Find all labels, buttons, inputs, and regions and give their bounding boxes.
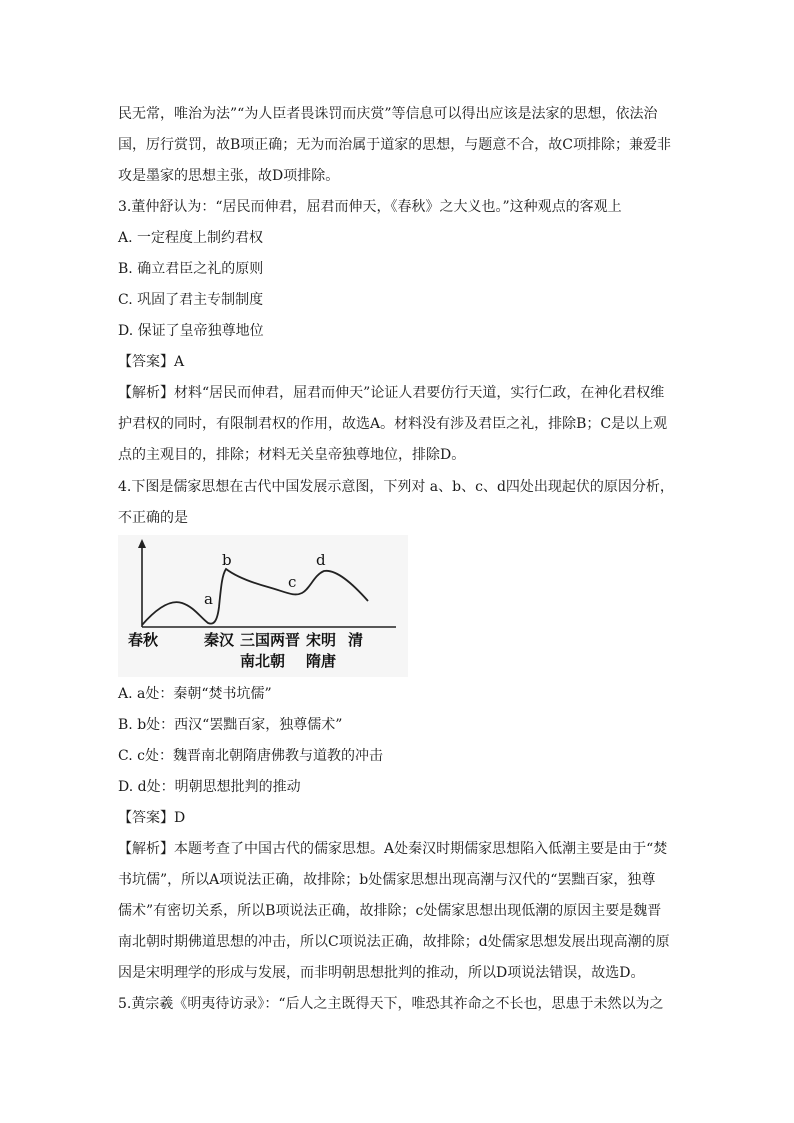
q3-analysis-line: 点的主观目的，排除；材料无关皇帝独尊地位，排除D。 (118, 447, 466, 463)
development-curve (142, 569, 368, 625)
period-label: 三国两晋 (240, 631, 301, 649)
y-axis-arrow (138, 539, 146, 548)
q3-option-b: B. 确立君臣之礼的原则 (118, 261, 264, 277)
question-4-stem: 4.下图是儒家思想在古代中国发展示意图，下列对 a、b、c、d四处出现起伏的原因分析， (118, 479, 674, 495)
q4-analysis-line: 因是宋明理学的形成与发展，而非明朝思想批判的推动，所以D项说法错误，故选D。 (118, 965, 645, 981)
q3-option-c: C. 巩固了君主专制制度 (118, 292, 264, 308)
analysis-line: 民无常，唯治为法”“为人臣者畏诛罚而庆赏”等信息可以得出应该是法家的思想，依法治 (118, 106, 658, 122)
question-4-stem: 不正确的是 (118, 510, 188, 526)
period-label: 南北朝 (240, 652, 286, 670)
q4-option-d: D. d处：明朝思想批判的推动 (118, 779, 301, 795)
q3-analysis-line: 【解析】材料“居民而伸君，屈君而伸天”论证人君要仿行天道，实行仁政，在神化君权维 (118, 385, 665, 401)
question-5-stem: 5.黄宗羲《明夷待访录》：“后人之主既得天下，唯恐其祚命之不长也，思患于未然以为之 (118, 996, 664, 1012)
q3-option-a: A. 一定程度上制约君权 (118, 230, 264, 246)
point-label-c: c (288, 573, 297, 591)
q4-analysis-line: 【解析】本题考查了中国古代的儒家思想。A处秦汉时期儒家思想陷入低潮主要是由于“焚 (118, 841, 668, 857)
q4-analysis-line: 南北朝时期佛道思想的冲击，所以C项说法正确，故排除；d处儒家思想发展出现高潮的原 (118, 934, 670, 950)
q4-answer: 【答案】D (118, 810, 186, 826)
analysis-line: 攻是墨家的思想主张，故D项排除。 (118, 168, 340, 184)
period-label: 隋唐 (306, 652, 337, 670)
q3-option-d: D. 保证了皇帝独尊地位 (118, 323, 264, 339)
q4-analysis-line: 儒术”有密切关系，所以B项说法正确，故排除；c处儒家思想出现低潮的原因主要是魏晋 (118, 903, 662, 919)
q4-option-b: B. b处：西汉“罢黜百家，独尊儒术” (118, 717, 343, 733)
q4-option-a: A. a处：秦朝“焚书坑儒” (118, 686, 272, 702)
period-label: 春秋 (128, 631, 159, 649)
point-label-d: d (316, 551, 326, 569)
question-3-stem: 3.董仲舒认为：“居民而伸君，屈君而伸天，《春秋》之大义也。”这种观点的客观上 (118, 199, 622, 215)
period-label: 秦汉 (204, 631, 235, 649)
point-label-a: a (204, 590, 213, 608)
q3-analysis-line: 护君权的同时，有限制君权的作用，故选A。材料没有涉及君臣之礼，排除B；C是以上观 (118, 416, 668, 432)
period-label: 清 (348, 631, 364, 649)
confucianism-development-figure (118, 535, 408, 677)
q4-option-c: C. c处：魏晋南北朝隋唐佛教与道教的冲击 (118, 748, 383, 764)
q3-answer: 【答案】A (118, 354, 185, 370)
period-label: 宋明 (306, 631, 337, 649)
q4-analysis-line: 书坑儒”，所以A项说法正确，故排除；b处儒家思想出现高潮与汉代的“罢黜百家，独尊 (118, 872, 656, 888)
point-label-b: b (222, 551, 232, 569)
analysis-line: 国，厉行赏罚，故B项正确；无为而治属于道家的思想，与题意不合，故C项排除；兼爱非 (118, 137, 671, 153)
